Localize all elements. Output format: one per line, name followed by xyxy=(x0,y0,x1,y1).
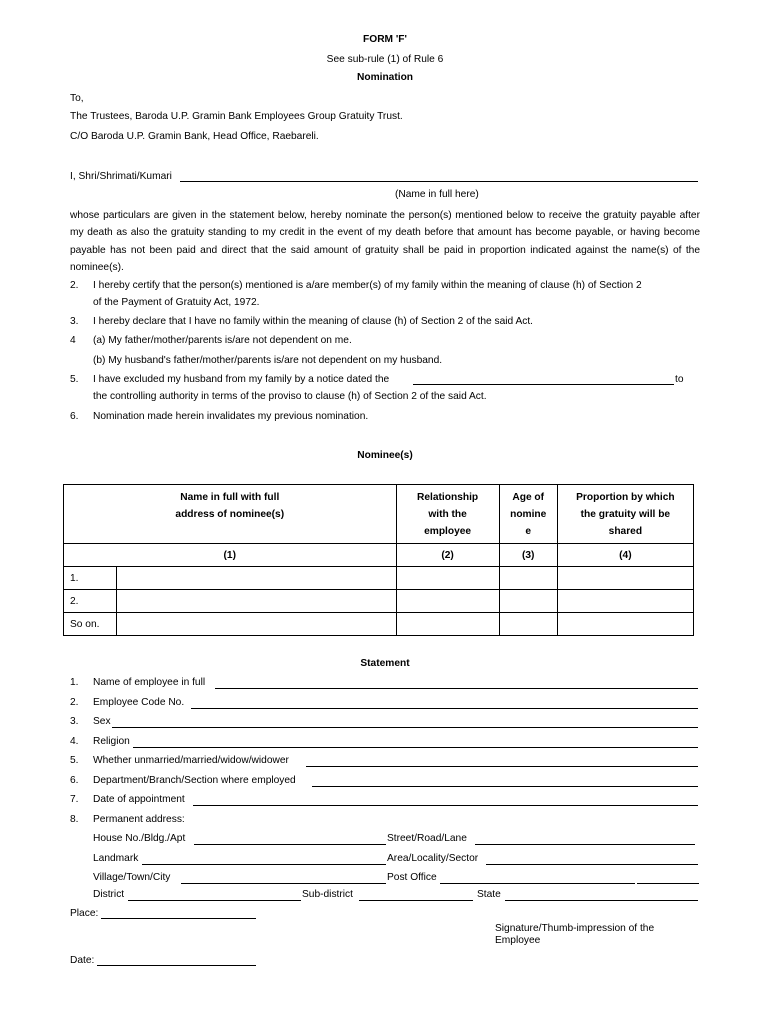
landmark-label: Landmark xyxy=(93,853,139,864)
religion-label: Religion xyxy=(93,736,130,747)
header-proportion-line-1: Proportion by which xyxy=(576,492,675,503)
nominees-table xyxy=(63,484,694,636)
clause-6-text: Nomination made herein invalidates my previous nomination. xyxy=(93,411,369,422)
column-number-2: (2) xyxy=(396,544,499,567)
village-label: Village/Town/City xyxy=(93,872,171,883)
header-relationship-line-3: employee xyxy=(424,526,472,537)
area-label: Area/Locality/Sector xyxy=(387,853,479,864)
row-label: 1. xyxy=(64,567,117,590)
form-title: FORM 'F' xyxy=(363,34,407,45)
statement-item-5-number: 5. xyxy=(70,755,79,766)
header-proportion xyxy=(557,485,693,544)
nominee-relationship-cell[interactable] xyxy=(396,613,499,636)
declarant-name-field[interactable] xyxy=(180,181,698,182)
header-age-line-1: Age of xyxy=(512,492,545,503)
village-field[interactable] xyxy=(181,883,386,884)
religion-field[interactable] xyxy=(133,747,698,748)
statement-item-1-number: 1. xyxy=(70,677,79,688)
statement-heading: Statement xyxy=(360,658,410,669)
date-field[interactable] xyxy=(97,965,256,966)
state-label: State xyxy=(477,889,501,900)
header-relationship xyxy=(396,485,499,544)
statement-item-6-number: 6. xyxy=(70,775,79,786)
place-label: Place: xyxy=(70,908,99,919)
place-field[interactable] xyxy=(101,918,256,919)
marital-status-field[interactable] xyxy=(306,766,698,767)
nominee-name-cell[interactable] xyxy=(117,567,396,590)
column-number-3: (3) xyxy=(499,544,557,567)
district-label: District xyxy=(93,889,125,900)
table-row xyxy=(64,613,694,636)
nominee-relationship-cell[interactable] xyxy=(396,590,499,613)
employee-name-label: Name of employee in full xyxy=(93,677,206,688)
marital-status-label: Whether unmarried/married/widow/widower xyxy=(93,755,289,766)
table-row xyxy=(64,590,694,613)
department-field[interactable] xyxy=(312,786,698,787)
clause-2-line-2: of the Payment of Gratuity Act, 1972. xyxy=(93,297,260,308)
nominee-age-cell[interactable] xyxy=(499,590,557,613)
area-field[interactable] xyxy=(486,864,698,865)
subdistrict-field[interactable] xyxy=(359,900,473,901)
header-relationship-line-2: with the xyxy=(428,509,467,520)
street-field[interactable] xyxy=(475,844,695,845)
header-relationship-line-1: Relationship xyxy=(417,492,479,503)
employee-name-field[interactable] xyxy=(215,688,698,689)
header-name xyxy=(64,485,397,544)
subdistrict-label: Sub-district xyxy=(302,889,353,900)
table-header-row xyxy=(64,485,694,544)
clause-5-line-1: I have excluded my husband from my family by a notice dated the xyxy=(93,374,390,385)
header-age xyxy=(499,485,557,544)
clause-6-number: 6. xyxy=(70,411,79,422)
clause-2-line-1: I hereby certify that the person(s) mentioned is a/are member(s) of my family within the meaning of clause (h) of Section 2 xyxy=(93,280,642,291)
employee-code-label: Employee Code No. xyxy=(93,697,185,708)
column-number-1: (1) xyxy=(64,544,397,567)
header-name-line-1: Name in full with full xyxy=(180,492,280,503)
nominees-heading: Nominee(s) xyxy=(357,450,413,461)
nominee-name-cell[interactable] xyxy=(117,590,396,613)
clause-4a-text: (a) My father/mother/parents is/are not dependent on me. xyxy=(93,335,352,346)
post-office-label: Post Office xyxy=(387,872,437,883)
form-subrule: See sub-rule (1) of Rule 6 xyxy=(326,54,444,65)
statement-item-7-number: 7. xyxy=(70,794,79,805)
post-office-field[interactable] xyxy=(440,883,635,884)
nominee-name-cell[interactable] xyxy=(117,613,396,636)
form-subtitle: Nomination xyxy=(356,72,414,83)
pin-field[interactable] xyxy=(637,883,699,884)
clause-3-number: 3. xyxy=(70,316,79,327)
notice-date-field[interactable] xyxy=(413,384,674,385)
header-proportion-line-2: the gratuity will be xyxy=(580,509,671,520)
header-proportion-line-3: shared xyxy=(608,526,643,537)
row-label: So on. xyxy=(64,613,117,636)
department-label: Department/Branch/Section where employed xyxy=(93,775,296,786)
column-number-row xyxy=(64,544,694,567)
nominee-relationship-cell[interactable] xyxy=(396,567,499,590)
sex-label: Sex xyxy=(93,716,111,727)
statement-item-4-number: 4. xyxy=(70,736,79,747)
statement-item-8-number: 8. xyxy=(70,814,79,825)
statement-item-2-number: 2. xyxy=(70,697,79,708)
district-field[interactable] xyxy=(128,900,301,901)
signature-line-2: Employee xyxy=(495,935,541,946)
header-age-line-2: nomine xyxy=(510,509,547,520)
nominee-proportion-cell[interactable] xyxy=(557,613,693,636)
landmark-field[interactable] xyxy=(142,864,386,865)
address-line-1: The Trustees, Baroda U.P. Gramin Bank Employees Group Gratuity Trust. xyxy=(70,111,403,122)
nominee-age-cell[interactable] xyxy=(499,567,557,590)
nominee-age-cell[interactable] xyxy=(499,613,557,636)
address-to: To, xyxy=(70,93,84,104)
header-age-line-3: e xyxy=(525,526,532,537)
clause-4-number: 4 xyxy=(70,335,76,346)
sex-field[interactable] xyxy=(112,727,698,728)
nomination-paragraph: whose particulars are given in the statement below, hereby nominate the person(s) mentioned below to receive the gratuity payable after my death as also the gratuity standing to my credit in the event of my death before that amount has become payable, or having become payable has not been paid and direct that the said amount of gratuity shall be paid in proportion indicated against the name(s) of the nominee(s). xyxy=(70,210,700,273)
declarant-hint: (Name in full here) xyxy=(395,189,479,200)
house-field[interactable] xyxy=(194,844,386,845)
house-label: House No./Bldg./Apt xyxy=(93,833,186,844)
clause-5-to: to xyxy=(675,374,684,385)
state-field[interactable] xyxy=(505,900,698,901)
clause-2-number: 2. xyxy=(70,280,79,291)
signature-line-1: Signature/Thumb-impression of the xyxy=(495,923,655,934)
nominee-proportion-cell[interactable] xyxy=(557,567,693,590)
appointment-date-label: Date of appointment xyxy=(93,794,185,805)
employee-code-field[interactable] xyxy=(191,708,698,709)
date-label: Date: xyxy=(70,955,95,966)
column-number-4: (4) xyxy=(557,544,693,567)
header-name-line-2: address of nominee(s) xyxy=(175,509,285,520)
clause-5-number: 5. xyxy=(70,374,79,385)
statement-item-3-number: 3. xyxy=(70,716,79,727)
permanent-address-label: Permanent address: xyxy=(93,814,185,825)
appointment-date-field[interactable] xyxy=(193,805,698,806)
street-label: Street/Road/Lane xyxy=(387,833,467,844)
clause-3-text: I hereby declare that I have no family within the meaning of clause (h) of Section 2 of the said Act. xyxy=(93,316,534,327)
nominee-proportion-cell[interactable] xyxy=(557,590,693,613)
clause-5-line-2: the controlling authority in terms of the proviso to clause (h) of Section 2 of the said Act. xyxy=(93,391,487,402)
clause-4b-text: (b) My husband's father/mother/parents is/are not dependent on my husband. xyxy=(93,355,443,366)
row-label: 2. xyxy=(64,590,117,613)
table-row xyxy=(64,567,694,590)
address-line-2: C/O Baroda U.P. Gramin Bank, Head Office, Raebareli. xyxy=(70,131,319,142)
declarant-label: I, Shri/Shrimati/Kumari xyxy=(70,171,172,182)
